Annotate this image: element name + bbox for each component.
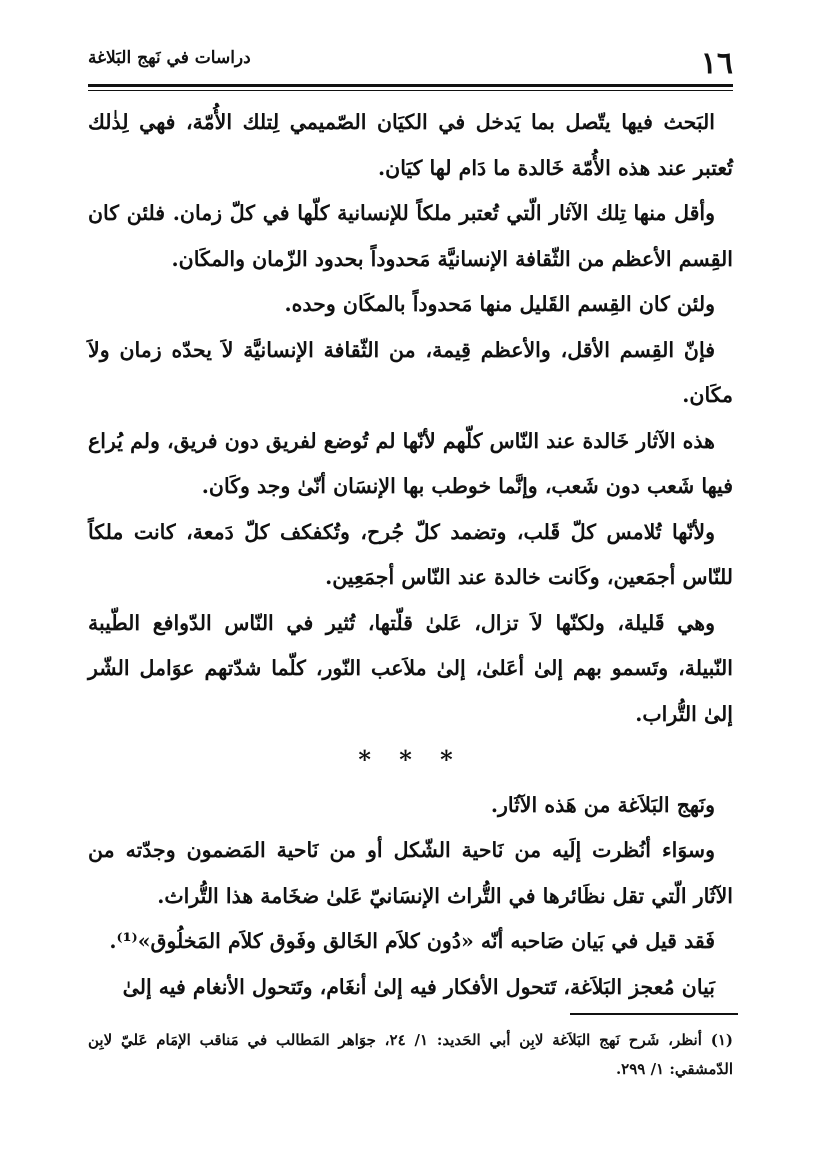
page-number: ١٦ (700, 46, 733, 81)
paragraph: ولأنّها تُلامس كلّ قَلب، وتضمد كلّ جُرح، وتُكفكف كلّ دَمعة، كانت ملكاً للنّاس أجمَعين، وكَانت خالدة عند النّاس أجمَعِين. (88, 519, 733, 589)
running-title: دراسات في نَهج البَلاغة (88, 48, 251, 68)
header-rule-thick (88, 84, 733, 87)
header-rule-thin (88, 90, 733, 91)
paragraph: هذه الآثار خَالدة عند النّاس كلّهم لأنّها لم تُوضع لفريق دون فريق، ولم يُراع فيها شَعب دون شَعب، وإنَّما خوطب بها الإنسَان أنّىٰ وجد وكَان. (88, 428, 733, 498)
paragraph: فإنّ القِسم الأقل، والأعظم قِيمة، من الثّقافة الإنسانيَّة لاَ يحدّه زمان ولاَ مكَان. (88, 337, 733, 407)
page-header (88, 40, 733, 84)
paragraph: ونَهج البَلاَغة من هَذه الآثَار. (490, 792, 715, 817)
paragraph: البَحث فيها يتّصل بما يَدخل في الكيَان الصّميمي لِتلك الأُمّة، فهي لِذٰلك تُعتبر عند هذه الأُمّة خَالدة ما دَام لها كيَان. (88, 110, 733, 180)
body-text (88, 100, 733, 1010)
section-separator: * * * (358, 745, 463, 774)
paragraph: ولئن كان القِسم القَليل منها مَحدوداً بالمكَان وحده. (284, 292, 715, 316)
footnote-rule (570, 1013, 738, 1015)
paragraph: وهي قَليلة، ولكنّها لاَ تزال، عَلىٰ قلّتها، تُثير في النّاس الدّوافع الطّيبة النّبيلة، وتَسمو بهم إلىٰ أعَلىٰ، إلىٰ ملاَعب النّور، كلّما شدّتهم عوَامل الشّر إلىٰ التُّراب. (88, 610, 733, 726)
footnote-text: (١) أنظر، شَرح نَهج البَلاَغة لابِن أبي الحَديد: ١/ ٢٤، جوَاهر المَطالب في مَناقب الإمَام عَليّ لابِن الدّمشقي: ١/ ٢٩٩. (88, 1031, 733, 1078)
paragraph: وأقل منها تِلك الآثار الّتي تُعتبر ملكاً للإنسانية كلّها في كلّ زمان. فلئن كان القِسم الأعظم من الثّقافة الإنسانيَّة مَحدوداً بحدود الزّمان والمكَان. (88, 201, 733, 271)
paragraph: فَقد قيل في بَيان صَاحبه أنّه «دُون كلاَم الخَالق وفَوق كلاَم المَخلُوق»⁽¹⁾. (109, 929, 715, 953)
paragraph: بَيان مُعجز البَلاَغة، تَتحول الأفكار فيه إلىٰ أنغَام، وتَتحول الأنغام فيه إلىٰ (122, 974, 715, 999)
footnote (88, 1026, 733, 1084)
paragraph: وسوَاء أنُظرت إلَيه من نَاحية الشّكل أو من نَاحية المَضمون وجدّته من الآثَار الّتي تقل نظَائرها في التُّراث الإنسَانيّ عَلىٰ ضخَامة هذا التُّراث. (88, 838, 733, 908)
